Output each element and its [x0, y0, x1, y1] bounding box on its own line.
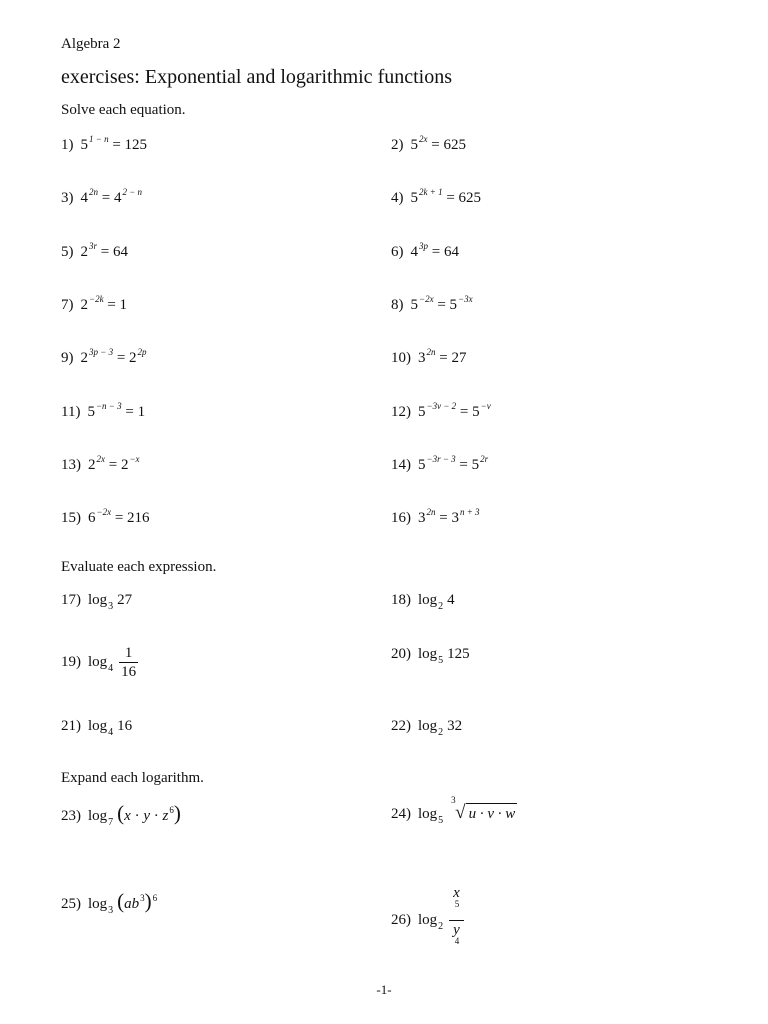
problem-26: 26) $\log_2$ x 5 y 4	[391, 884, 464, 957]
problem-18: 18) $\log_2 4$	[391, 592, 455, 612]
fraction: $\frac{1}{16}$	[121, 645, 137, 680]
problem-12: 12) $5^{-3v - 2} = 5^{-v}$	[391, 401, 491, 420]
problem-24: 24) $\log_5$ 3 √ u · v · w	[391, 795, 516, 826]
page-number: -1-	[376, 982, 392, 997]
section-expand-heading: Expand each logarithm.	[61, 770, 204, 786]
problem-9: 9) $2^{3p - 3} = 2^{2p}$	[61, 347, 147, 366]
page-title: exercises: Exponential and logarithmic functions	[61, 66, 452, 88]
problem-15: 15) $6^{-2x} = 216$	[61, 507, 150, 526]
problem-21: 21) $\log_4 16$	[61, 718, 133, 738]
fraction: x 5 y 4	[449, 884, 464, 957]
section-solve-heading: Solve each equation.	[61, 102, 186, 118]
problem-14: 14) $5^{-3r - 3} = 5^{2r}$	[391, 454, 489, 473]
problem-11: 11) $5^{-n - 3} = 1$	[61, 401, 146, 420]
section-evaluate-heading: Evaluate each expression.	[61, 559, 217, 575]
problem-2: 2) $5^{2x} = 625$	[391, 134, 466, 153]
problem-6: 6) $4^{3p} = 64$	[391, 241, 459, 260]
problem-16: 16) $3^{2n} = 3^{n + 3}$	[391, 507, 480, 526]
problem-1: 1) $5^{1 - n} = 125$	[61, 134, 148, 153]
problem-8: 8) $5^{-2x} = 5^{-3x}$	[391, 294, 473, 313]
problem-17: 17) $\log_3 27$	[61, 592, 133, 612]
problem-19: 19) $\log_4$ $\frac{1}{16}$	[61, 645, 137, 680]
cube-root: 3 √ u · v · w	[451, 795, 516, 823]
course-name: Algebra 2	[61, 36, 121, 52]
problem-13: 13) $2^{2x} = 2^{-x}$	[61, 454, 140, 473]
problem-5: 5) $2^{3r} = 64$	[61, 241, 128, 260]
problem-23: 23) $\log_7 (x \cdot y \cdot z^6)$	[61, 801, 181, 828]
problem-4: 4) $5^{2k + 1} = 625$	[391, 187, 482, 206]
problem-7: 7) $2^{-2k} = 1$	[61, 294, 128, 313]
problem-10: 10) $3^{2n} = 27$	[391, 347, 467, 366]
problem-25: 25) $\log_3 (ab^3)^6$	[61, 889, 158, 916]
problem-3: 3) $4^{2n} = 4^{2 - n}$	[61, 187, 143, 206]
problem-20: 20) $\log_5 125$	[391, 646, 470, 666]
problem-22: 22) $\log_2 32$	[391, 718, 463, 738]
